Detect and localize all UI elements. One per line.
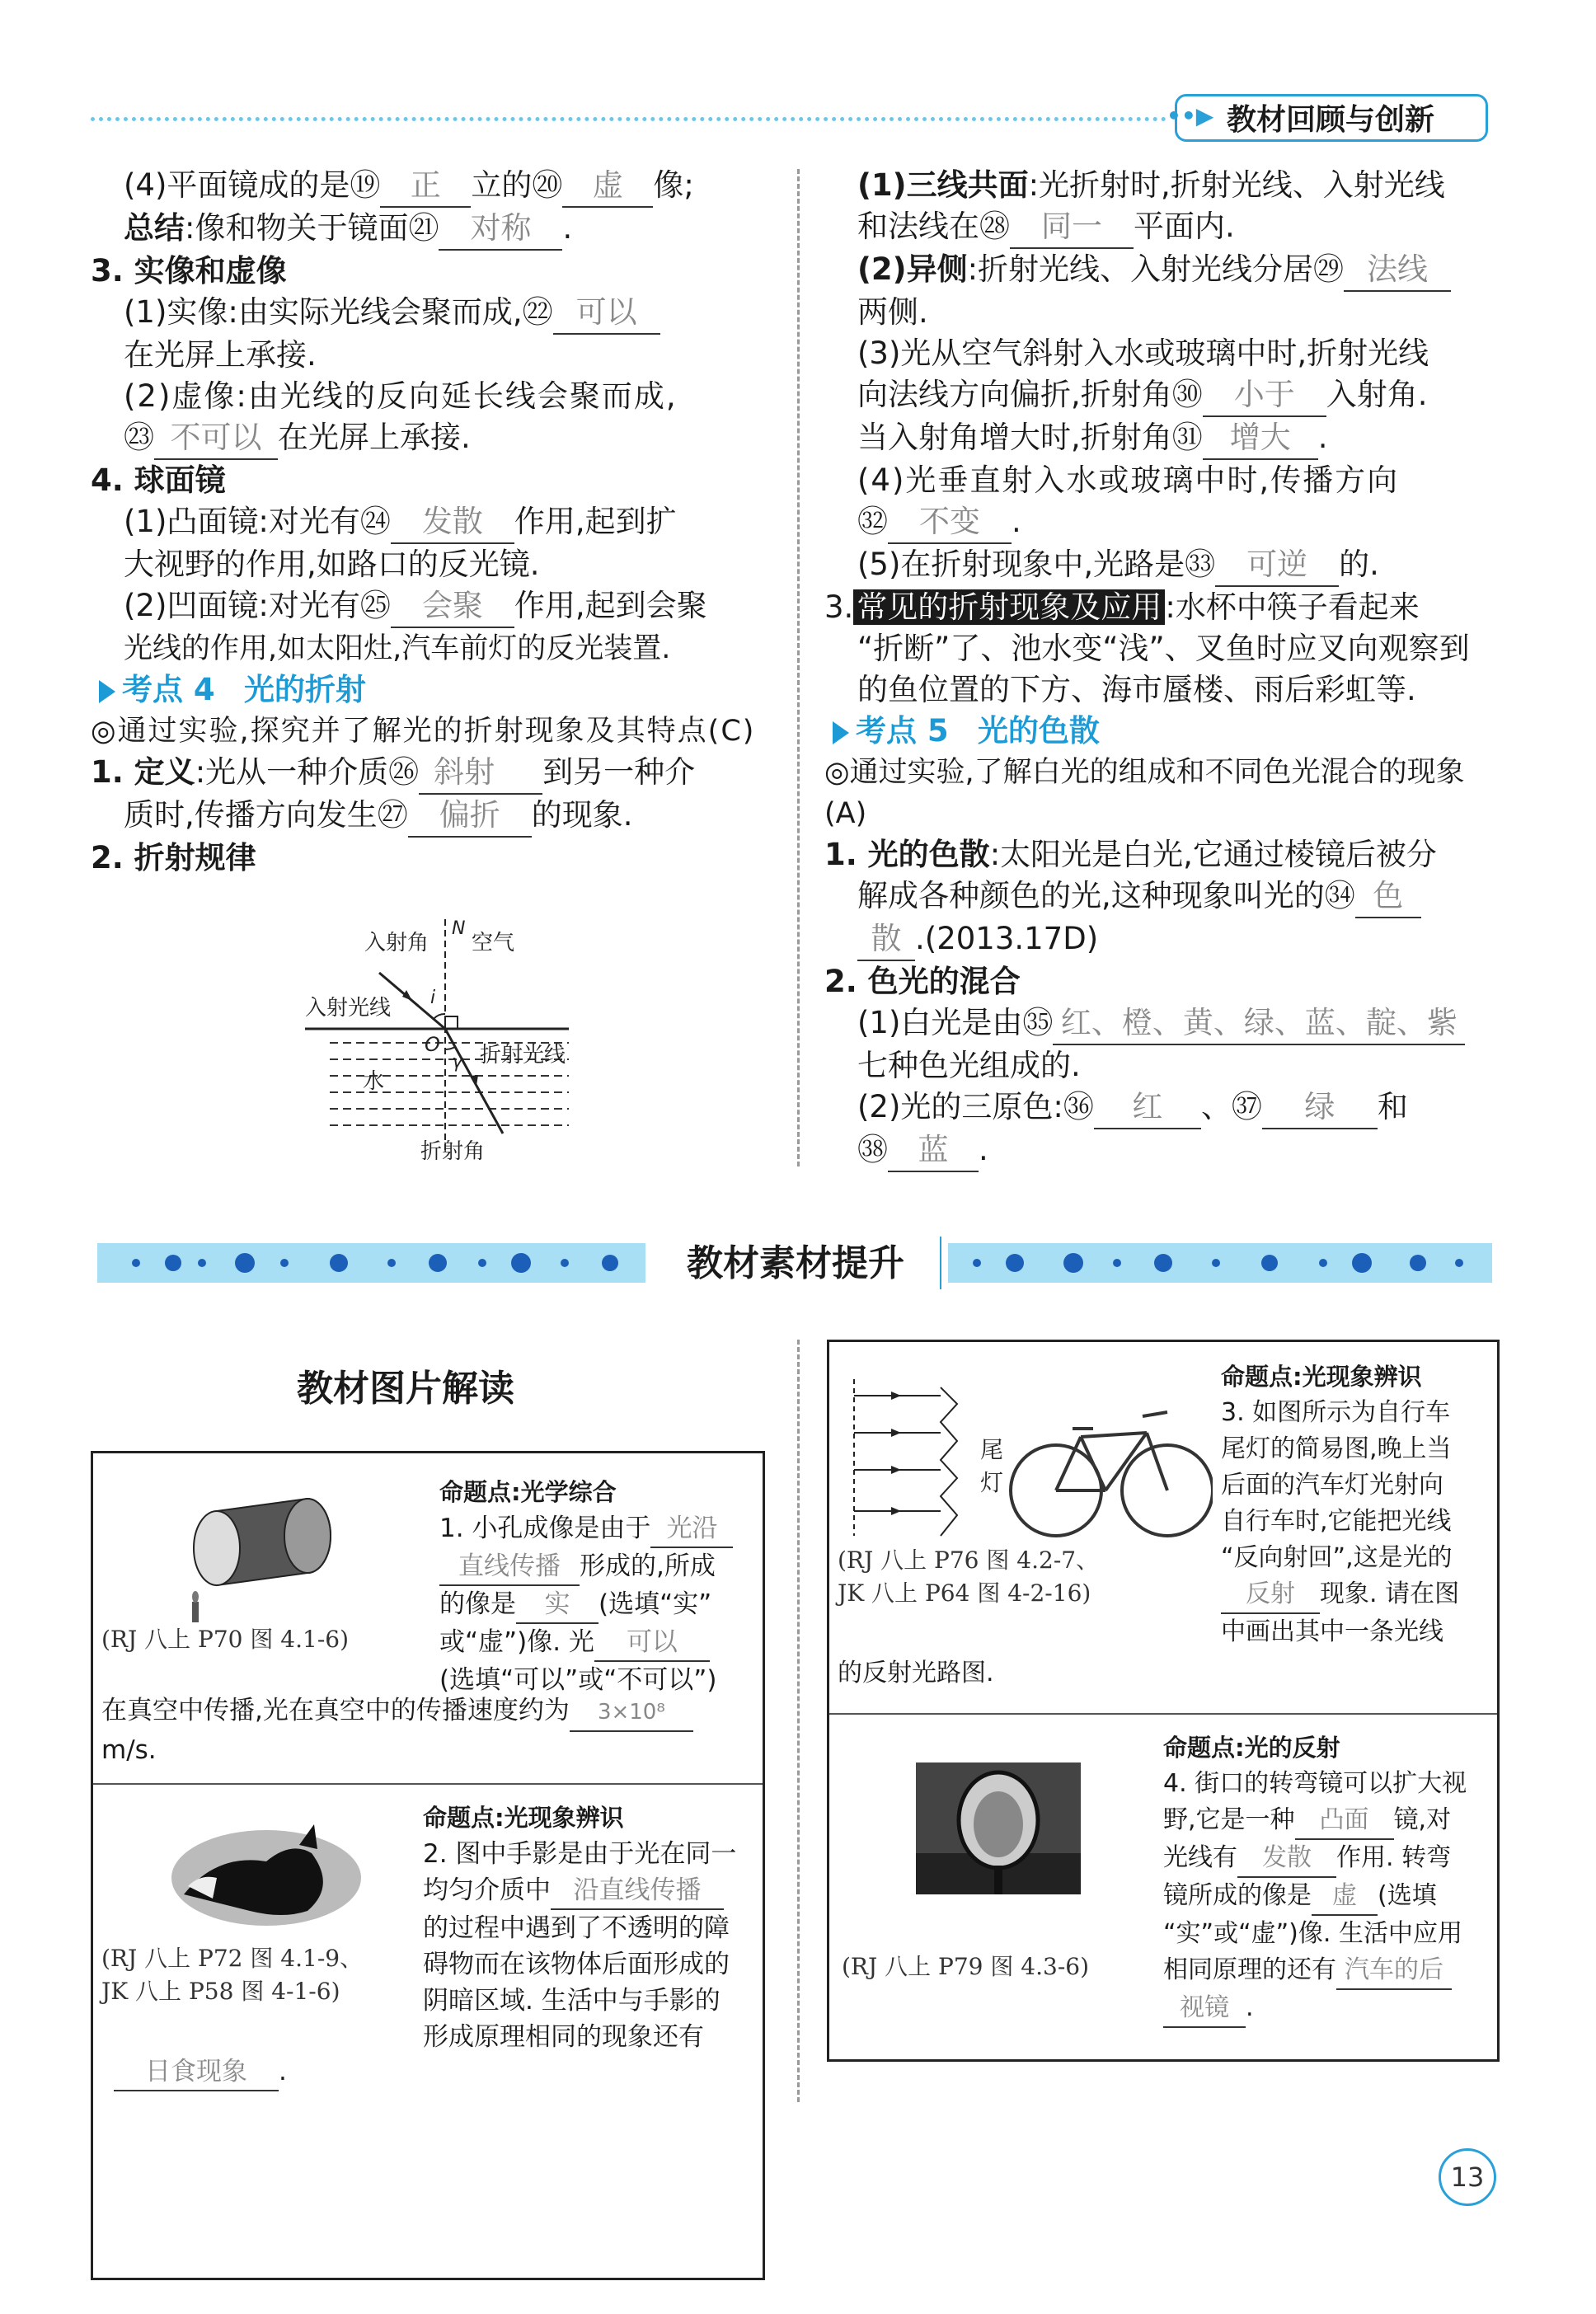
answer-blank: 会聚 [391,585,514,628]
label-light: 灯 [980,1469,1004,1496]
label-refraction-angle: 折射角 [420,1139,486,1164]
bicycle-icon [1011,1412,1213,1536]
question-1: 命题点:光学综合 1. 小孔成像是由于 光沿 直线传播 形成的,所成 的像是 实 (选填“实” 或“虚”)像. 光 可以 (选填“可以”或“不可以”) [439,1474,753,1698]
convex-mirror-image [916,1762,1081,1894]
answer-blank: 偏折 [408,795,532,838]
answer-blank: 散 [857,918,915,961]
left-column: (4)平面镜成的是⑲ 正 立的⑳ 虚 像; 总结:像和物关于镜面㉑ 对称 . 3. 实像和虚像 (1)实像:由实际光线会聚而成,㉒ 可以 在光屏上承接. (2)虚像:由光线的反向延长线会聚而成, ㉓ 不可以 在光屏上承接. 4. 球面镜 (1)凸面镜:对光有㉔ 发散 作用,起到扩 大视野的作用,如路口的反光镜. (2)凹面镜:对光有㉕ 会聚 作用,起到会聚 光线的作用,如太阳灶,汽车前灯的反光装置. 考点 4 光的折射 ◎通过实验,探究并了解光的折射现象及其特点(C) 1. 定义:光从一种介质㉖ 斜射 到另一种介 质时,传播方向发生㉗ 偏折 的现象. 2. 折射规律 [91,165,767,879]
answer-blank: 直线传播 [439,1548,580,1586]
label-gamma: γ [452,1052,463,1073]
answer-blank: 凸面 [1295,1802,1394,1840]
answer-blank: 绿 [1262,1087,1378,1129]
label-incident-angle: 入射角 [364,931,430,955]
bicycle-tail-light-image [842,1379,1213,1561]
label-tail: 尾 [980,1436,1004,1463]
requirement-text: ◎通过实验,探究并了解光的折射现象及其特点(C) [91,715,756,748]
answer-blank: 沿直线传播 [551,1872,724,1910]
incident-arrow [402,990,412,1001]
question-2-tail: 日食现象 . [114,2053,287,2091]
answer-blank: 不可以 [154,417,278,460]
hand-shadow-image [167,1820,365,1931]
answer-blank: 实 [516,1586,598,1624]
label-water: 水 [363,1069,385,1094]
label-normal: N [452,918,466,939]
answer-blank: 色 [1355,875,1421,918]
answer-blank: 可逆 [1215,544,1339,587]
label-refracted-ray: 折射光线 [480,1043,566,1068]
header-arrow-icon: ••▶ [1166,102,1214,129]
answer-blank: 不变 [888,501,1012,544]
question-2: 命题点:光现象辨识 2. 图中手影是由于光在同一 均匀介质中 沿直线传播 的过程中遇到了不透明的障 碍物而在该物体后面形成的 阴暗区域. 生活中与手影的 形成原理相同的现象还有 [423,1804,737,2052]
figure-caption: (RJ 八上 P70 图 4.1-6) [101,1626,350,1653]
answer-blank: 可以 [553,292,660,335]
label-air: 空气 [472,931,515,955]
question-3-tail: 的反射光路图. [838,1659,994,1687]
answer-blank: 小于 [1203,374,1326,417]
box-divider [93,1783,763,1785]
answer-blank: 红、橙、黄、绿、蓝、靛、紫 [1053,1002,1465,1045]
section-title: 教材回顾与创新 [1175,94,1488,142]
answer-blank: 可以 [594,1624,710,1662]
answer-blank: 发散 [1237,1840,1336,1878]
answer-blank: 虚 [562,165,653,208]
label-incident-ray: 入射光线 [305,996,392,1021]
question-3: 命题点:光现象辨识 3. 如图所示为自行车 尾灯的简易图,晚上当 后面的汽车灯光射向 自行车时,它能把光线 “反向射回”,这是光的 反射 现象. 请在图 中画出其中一条光线 [1221,1363,1460,1646]
figure-caption: (RJ 八上 P79 图 4.3-6) [842,1953,1090,1980]
answer-blank: 汽车的后 [1336,1952,1452,1990]
figure-caption: (RJ 八上 P76 图 4.2-7、 JK 八上 P64 图 4-2-16) [838,1547,1100,1607]
header-dotted-line [91,117,1166,121]
question-1-tail: 在真空中传播,光在真空中的传播速度约为 3×10⁸ m/s. [101,1692,753,1768]
material-box-right [827,1340,1500,2062]
question-4: 命题点:光的反射 4. 街口的转弯镜可以扩大视 野,它是一种 凸面 镜,对 光线有 发散 作用. 转弯 镜所成的像是 虚 (选填 “实”或“虚”)像. 生活中应用 相同原理的还有 汽车的后 视镜 . [1163,1730,1493,2028]
answer-blank: 同一 [1010,206,1134,249]
material-box-left [91,1451,765,2280]
page-number: 13 [1439,2148,1496,2206]
pinhole-camera-image [184,1486,340,1626]
column-divider [797,1340,800,2102]
column-divider [797,169,800,1166]
answer-blank: 蓝 [888,1129,979,1172]
answer-blank: 日食现象 [114,2053,279,2091]
answer-blank: 正 [380,165,471,208]
answer-blank: 增大 [1203,417,1318,460]
label-origin: O [425,1033,440,1056]
answer-blank: 视镜 [1163,1990,1246,2028]
answer-blank: 3×10⁸ [570,1694,693,1732]
arrow-icon [833,721,849,744]
right-angle-mark [445,1016,458,1029]
figure-caption: (RJ 八上 P72 图 4.1-9、 JK 八上 P58 图 4-1-6) [101,1945,364,2005]
right-column: (1)三线共面:光折射时,折射光线、入射光线 和法线在㉘ 同一 平面内. (2)异侧:折射光线、入射光线分居㉙ 法线 两侧. (3)光从空气斜射入水或玻璃中时,折射光线 向法线方向偏折,折射角㉚ 小于 入射角. 当入射角增大时,折射角㉛ 增大 . (4)光垂直射入水或玻璃中时,传播方向 ㉜ 不变 . (5)在折射现象中,光路是㉝ 可逆 的. 3. 常见的折射现象及应用 :水杯中筷子看起来 “折断”了、池水变“浅”、叉鱼时应叉向观察到 的鱼位置的下方、海市蜃楼、雨后彩虹等. 考点 5 光的色散 ◎通过实验,了解白光的组成和不同色光混合的现象(A) 1. 光的色散:太阳光是白光,它通过棱镜后被分 解成各种颜色的光,这种现象叫光的㉞ 色 散 .(2013.17D) 2. 色光的混合 (1)白光是由㉟ 红、橙、黄、绿、蓝、靛、紫 七种色光组成的. (2)光的三原色:㊱ 红 、㊲ 绿 和 ㊳ 蓝 . [824,165,1500,1172]
answer-blank: 斜射 [419,752,542,795]
arrow-icon [99,680,115,703]
label-i: i [430,988,436,1008]
answer-blank: 法线 [1344,249,1451,292]
answer-blank: 虚 [1312,1878,1378,1916]
answer-blank: 红 [1094,1087,1201,1129]
bottom-heading: 教材图片解读 [297,1368,514,1410]
answer-blank: 发散 [391,501,514,544]
banner-title: 教材素材提升 [651,1228,940,1299]
answer-blank: 光沿 [650,1510,733,1548]
box-divider [829,1713,1497,1715]
highlight-heading: 常见的折射现象及应用 [853,589,1165,625]
requirement-text: ◎通过实验,了解白光的组成和不同色光混合的现象(A) [824,756,1465,830]
refraction-diagram [297,911,610,1166]
answer-blank: 反射 [1221,1576,1320,1614]
answer-blank: 对称 [439,208,562,251]
